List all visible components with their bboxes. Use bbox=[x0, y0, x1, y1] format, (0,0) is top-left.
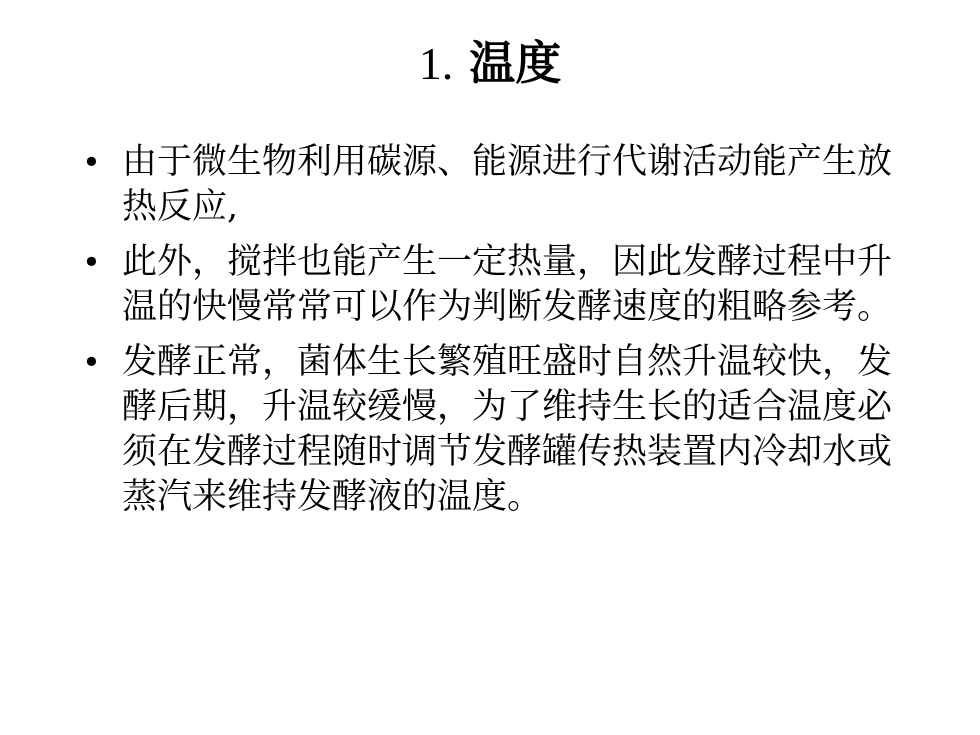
bullet-text: 此外，搅拌也能产生一定热量，因此发酵过程中升温的快慢常常可以作为判断发酵速度的粗略参考。 bbox=[122, 242, 893, 327]
slide-title bbox=[0, 28, 980, 99]
bullet-item bbox=[76, 340, 906, 520]
title-number: 1. bbox=[418, 38, 454, 89]
bullet-dot-icon: • bbox=[82, 143, 101, 181]
bullet-list bbox=[76, 140, 906, 530]
bullet-dot-icon: • bbox=[82, 243, 101, 281]
bullet-text: 发酵正常，菌体生长繁殖旺盛时自然升温较快，发酵后期，升温较缓慢，为了维持生长的适合温度必须在发酵过程随时调节发酵罐传热装置内冷却水或蒸汽来维持发酵液的温度。 bbox=[122, 342, 893, 517]
bullet-item bbox=[76, 240, 906, 330]
bullet-item bbox=[76, 140, 906, 230]
title-text: 温度 bbox=[469, 36, 562, 90]
bullet-dot-icon: • bbox=[82, 343, 101, 381]
bullet-text: 由于微生物利用碳源、能源进行代谢活动能产生放热反应, bbox=[122, 142, 893, 227]
